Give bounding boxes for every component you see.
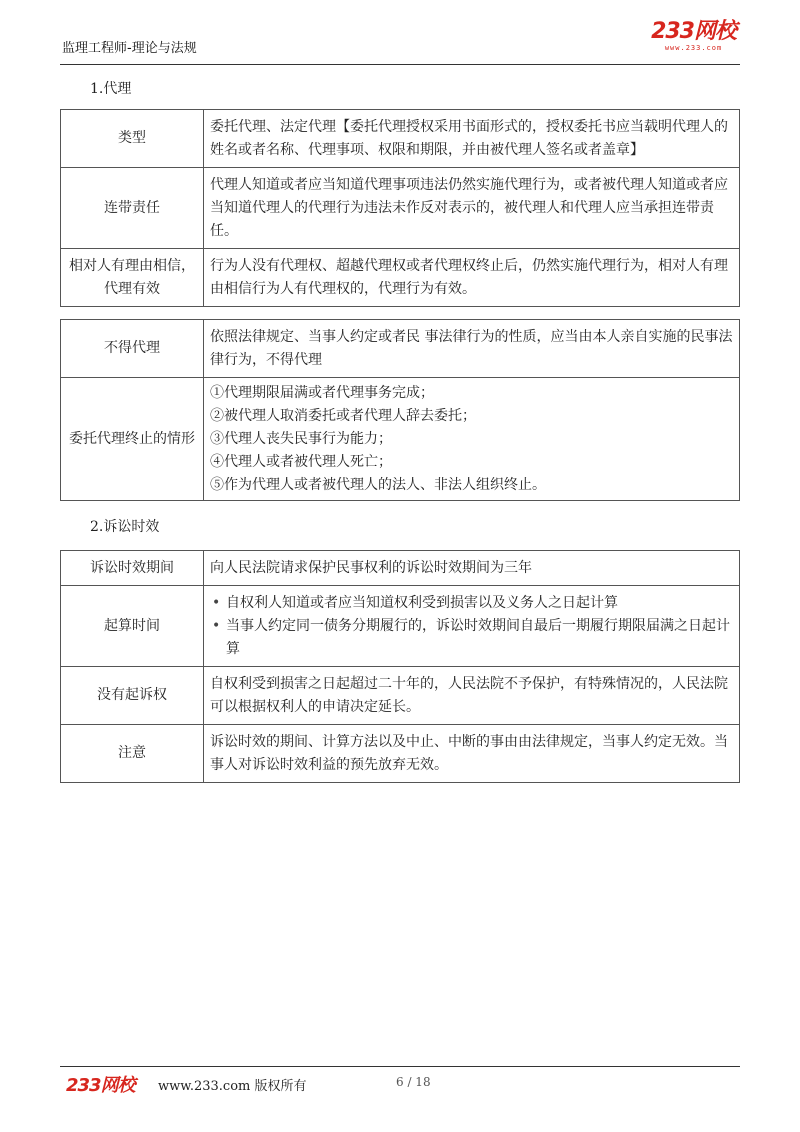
row-key: 注意 <box>61 725 204 783</box>
row-key: 相对人有理由相信，代理有效 <box>61 249 204 307</box>
row-key: 诉讼时效期间 <box>61 551 204 586</box>
table-row <box>61 725 740 783</box>
row-value: 委托代理、法定代理【委托代理授权采用书面形式的，授权委托书应当载明代理人的姓名或者名称、代理事项、权限和期限，并由被代理人签名或者盖章】 <box>204 110 740 168</box>
list-item: ④代理人或者被代理人死亡； <box>210 453 392 470</box>
section-title-limitation: 2.诉讼时效 <box>90 519 160 535</box>
row-key: 不得代理 <box>61 320 204 378</box>
row-value: 行为人没有代理权、超越代理权或者代理权终止后，仍然实施代理行为，相对人有理由相信行为人有代理权的，代理行为有效。 <box>204 249 740 307</box>
table-row <box>61 667 740 725</box>
document-title: 监理工程师-理论与法规 <box>62 41 197 56</box>
page-number: 6 / 18 <box>396 1075 431 1089</box>
list-item: ⑤作为代理人或者被代理人的法人、非法人组织终止。 <box>210 476 546 493</box>
row-key: 类型 <box>61 110 204 168</box>
agency-table-1 <box>60 109 740 307</box>
page-footer <box>60 1066 740 1096</box>
list-item: • 当事人约定同一债务分期履行的，诉讼时效期间自最后一期履行期限届满之日起计算 <box>210 615 733 661</box>
list-item: ③代理人丧失民事行为能力； <box>210 430 392 447</box>
table-row <box>61 249 740 307</box>
table-row <box>61 586 740 667</box>
logo-url: www.233.com <box>664 44 723 52</box>
page-header <box>60 20 740 65</box>
termination-list <box>204 378 740 501</box>
section-title-agency: 1.代理 <box>90 81 132 97</box>
row-value: 自权利受到损害之日起超过二十年的，人民法院不予保护，有特殊情况的，人民法院可以根据权利人的申请决定延长。 <box>204 667 740 725</box>
list-item: ①代理期限届满或者代理事务完成； <box>210 384 434 401</box>
row-value: 依照法律规定、当事人约定或者民 事法律行为的性质，应当由本人亲自实施的民事法律行为，不得代理 <box>204 320 740 378</box>
row-key: 没有起诉权 <box>61 667 204 725</box>
row-value: 向人民法院请求保护民事权利的诉讼时效期间为三年 <box>204 551 740 586</box>
row-key: 连带责任 <box>61 168 204 249</box>
limitation-table <box>60 550 740 783</box>
row-value: 代理人知道或者应当知道代理事项违法仍然实施代理行为，或者被代理人知道或者应当知道代理人的代理行为违法未作反对表示的，被代理人和代理人应当承担连带责任。 <box>204 168 740 249</box>
table-row <box>61 551 740 586</box>
row-value: 诉讼时效的期间、计算方法以及中止、中断的事由由法律规定，当事人约定无效。当事人对诉讼时效利益的预先放弃无效。 <box>204 725 740 783</box>
table-row <box>61 378 740 501</box>
row-key: 起算时间 <box>61 586 204 667</box>
table-row <box>61 320 740 378</box>
start-time-list <box>204 586 740 667</box>
logo-text: 233网校 <box>651 19 736 44</box>
table-row <box>61 110 740 168</box>
row-key: 委托代理终止的情形 <box>61 378 204 501</box>
brand-logo <box>651 20 736 52</box>
agency-table-2 <box>60 319 740 501</box>
footer-copyright: www.233.com 版权所有 <box>158 1079 307 1094</box>
list-item: ②被代理人取消委托或者代理人辞去委托； <box>210 407 476 424</box>
list-item: • 自权利人知道或者应当知道权利受到损害以及义务人之日起计算 <box>210 592 733 615</box>
footer-logo: 233网校 <box>66 1075 135 1096</box>
table-row <box>61 168 740 249</box>
